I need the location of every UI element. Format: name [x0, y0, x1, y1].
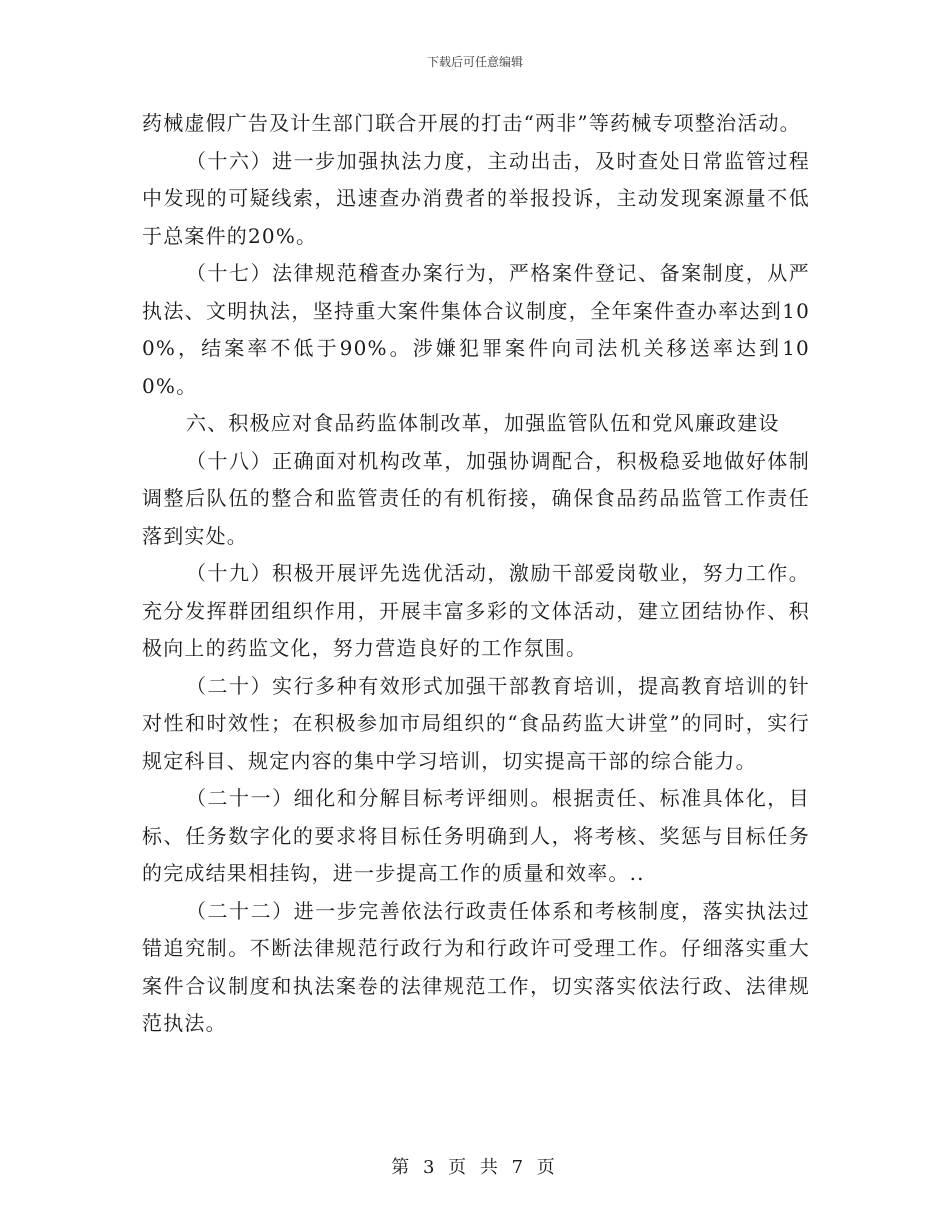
paragraph-22: （二十二）进一步完善依法行政责任体系和考核制度，落实执法过错追究制。不断法律规范行政行为和行政许可受理工作。仔细落实重大案件合议制度和执法案卷的法律规范工作，切实落实依法行政、法律规范执法。 — [142, 898, 810, 1035]
header-note: 下载后可任意编辑 — [426, 55, 523, 69]
document-body — [142, 105, 810, 1043]
paragraph-20: （二十）实行多种有效形式加强干部教育培训，提高教育培训的针对性和时效性；在积极参加市局组织的“食品药监大讲堂”的同时，实行规定科目、规定内容的集中学习培训，切实提高干部的综合能力。 — [142, 673, 810, 773]
section-heading-6: 六、积极应对食品药监体制改革，加强监管队伍和党风廉政建设 — [186, 411, 780, 435]
paragraph-17: （十七）法律规范稽查办案行为，严格案件登记、备案制度，从严执法、文明执法，坚持重大案件集体合议制度，全年案件查办率达到100%，结案率不低于90%。涉嫌犯罪案件向司法机关移送率达到100%。 — [142, 261, 810, 398]
page-number: 第 3 页 共 7 页 — [391, 1157, 559, 1178]
paragraph-16: （十六）进一步加强执法力度，主动出击，及时查处日常监管过程中发现的可疑线索，迅速查办消费者的举报投诉，主动发现案源量不低于总案件的20%。 — [142, 148, 810, 248]
paragraph-continued: 药械虚假广告及计生部门联合开展的打击“两非”等药械专项整治活动。 — [142, 111, 801, 135]
paragraph-21: （二十一）细化和分解目标考评细则。根据责任、标准具体化，目标、任务数字化的要求将目标任务明确到人，将考核、奖惩与目标任务的完成结果相挂钩，进一步提高工作的质量和效率。.. — [142, 786, 810, 885]
paragraph-19: （十九）积极开展评先选优活动，激励干部爱岗敬业，努力工作。充分发挥群团组织作用，开展丰富多彩的文体活动，建立团结协作、积极向上的药监文化，努力营造良好的工作氛围。 — [142, 561, 810, 660]
paragraph-18: （十八）正确面对机构改革，加强协调配合，积极稳妥地做好体制调整后队伍的整合和监管责任的有机衔接，确保食品药品监管工作责任落到实处。 — [142, 448, 810, 548]
